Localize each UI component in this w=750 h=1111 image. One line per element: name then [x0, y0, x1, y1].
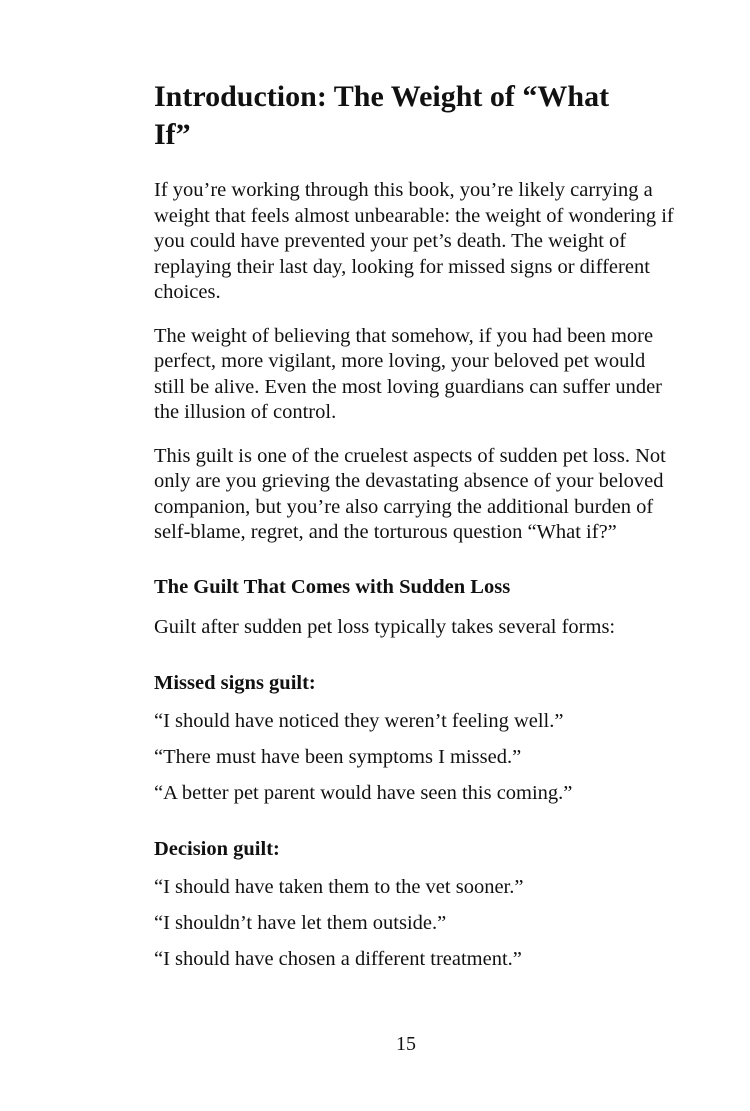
section-heading: The Guilt That Comes with Sudden Loss: [154, 575, 511, 598]
body-paragraph: If you’re working through this book, you’re likely carrying a weight that feels almost unbearable: the weight of wondering if you could have prevented your pet’s death. The weight of replaying their last day, looking for missed signs or different choices.: [154, 179, 674, 303]
body-paragraph: This guilt is one of the cruelest aspects of sudden pet loss. Not only are you grieving the devastating absence of your beloved companion, but you’re also carrying the additional burden of self-blame, regret, and the torturous question “What if?”: [154, 444, 666, 543]
body-paragraph: The weight of believing that somehow, if you had been more perfect, more vigilant, more loving, your beloved pet would still be alive. Even the most loving guardians can suffer under the illusion of control.: [154, 324, 663, 423]
quote-line: “I should have chosen a different treatment.”: [154, 947, 522, 970]
section-intro: Guilt after sudden pet loss typically takes several forms:: [154, 615, 616, 638]
chapter-title: Introduction: The Weight of “What If”: [154, 80, 610, 151]
page-number: 15: [396, 1033, 416, 1055]
quote-line: “I should have taken them to the vet sooner.”: [154, 875, 524, 898]
quote-line: “A better pet parent would have seen this coming.”: [154, 781, 573, 804]
page-content: [154, 78, 674, 982]
quote-line: “I shouldn’t have let them outside.”: [154, 911, 447, 934]
quote-line: “I should have noticed they weren’t feeling well.”: [154, 709, 564, 732]
quote-line: “There must have been symptoms I missed.”: [154, 745, 522, 768]
subheading-decision: Decision guilt:: [154, 837, 280, 860]
subheading-missed-signs: Missed signs guilt:: [154, 671, 316, 694]
